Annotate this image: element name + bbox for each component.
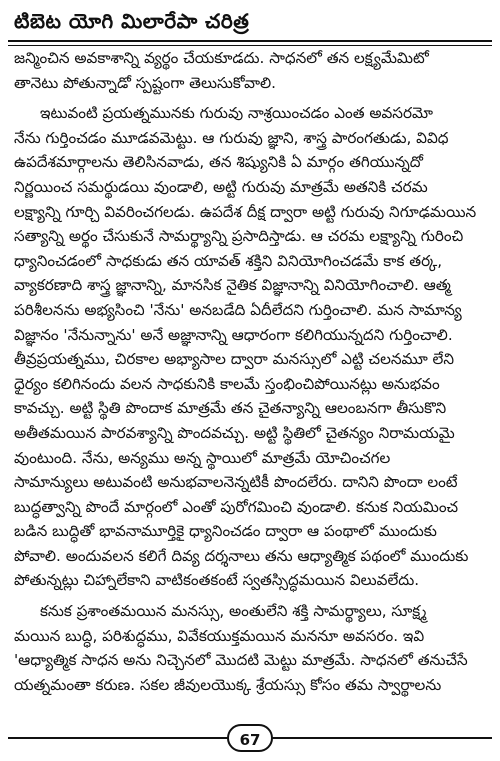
paragraph (14, 46, 488, 95)
text-line: వుంటుంది. నేను, అన్యము అన్న స్థాయిలో మాత్రమే యోచించగల (14, 448, 391, 467)
text-line: బడిన బుద్ధితో భావనామూర్తికై ధ్యానించడం ద్వారా ఆ పంథాలో ముందుకు (14, 522, 437, 541)
page-number: 67 (227, 724, 273, 752)
text-line: ధైర్యం కలిగినందు వలన సాధకునికి కాలమే స్తంభించిపోయినట్లు అనుభవం (14, 374, 440, 393)
text-line: 'ఆధ్యాత్మిక సాధన అను నిచ్చెనలో మొదటి మెట్టు మాత్రమే. సాధనలో తనుచేసే (14, 651, 468, 670)
text-line: అతీతమయిన పారవశ్యాన్ని పొందవచ్చు. అట్టి స్థితిలో చైతన్యం నిరామయమై (14, 423, 455, 442)
text-line: వ్యాకరణాది శాస్త్ర జ్ఞానాన్ని, మానసిక నైతిక విజ్ఞానాన్ని వినియోగించాలి. ఆత్మ (14, 276, 451, 295)
text-line: ఇటువంటి ప్రయత్నమునకు గురువు నాశ్రయించడం ఎంత అవసరమో (40, 104, 433, 123)
book-title: టిబెట యోగి మిలారేపా చరిత్ర (14, 9, 250, 33)
text-line: మయిన బుద్ధి, పరిశుద్ధము, వివేకయుక్తమయిన మననూ అవసరం. ఇవి (14, 626, 425, 645)
text-line: యత్నమంతా కరుణ. సకల జీవులయొక్క శ్రేయస్సు కోసం తమ స్వార్థాలను (14, 675, 442, 694)
paragraph (14, 599, 488, 697)
text-line: బుద్ధత్వాన్ని పొందే మార్గంలో ఎంతో పురోగమించి వుండాలి. కనుక నియమించ (14, 497, 459, 516)
page-footer (8, 724, 492, 754)
text-line: సామాన్యులు అటువంటి అనుభవాలనెన్నటికీ పొందలేరు. దానిని పొందా లంటే (14, 473, 458, 492)
text-line: విజ్ఞానం 'నేనున్నాను' అనే అజ్ఞానాన్ని ఆధారంగా కలిగియున్నదని గుర్తించాలి. (14, 325, 453, 344)
text-line: ఉపదేశమార్గాలను తెలిసినవాడు, తన శిష్యునికి ఏ మార్గం తగియున్నదో (14, 153, 423, 172)
text-line: పోవాలి. అందువలన కలిగే దివ్య దర్శనాలు తను ఆధ్యాత్మిక పథంలో ముందుకు (14, 546, 469, 565)
text-line: పోతున్నట్లు చిహ్నాలేకాని వాటికంతకంటే స్వతస్సిద్ధమయిన విలువలేదు. (14, 571, 420, 590)
text-line: తీవ్రప్రయత్నము, చిరకాల అభ్యాసాల ద్వారా మనస్సులో ఎట్టి చలనమూ లేని (14, 350, 454, 369)
text-line: నిర్ణయించ సమర్థుడయి వుండాలి, అట్టి గురువు మాత్రమే అతనికి చరమ (14, 177, 428, 196)
text-line: సత్యాన్ని అర్థం చేసుకునే సామర్థ్యాన్ని ప్రసాదిస్తాడు. ఆ చరమ లక్ష్యాన్ని గురించి (14, 227, 464, 246)
text-line: జన్మించిన అవకాశాన్ని వ్యర్థం చేయకూడదు. సాధనలో తన లక్ష్యమేమిటో (14, 49, 429, 67)
text-line: లక్ష్యాన్ని గూర్చి వివరించగలడు. ఉపదేశ దీక్ష ద్వారా అట్టి గురువు నిగూఢమయిన (14, 202, 477, 221)
text-line: ధ్యానించడంలో సాధకుడు తన యావత్ శక్తిని వినియోగించడమే కాక తర్క, (14, 251, 443, 270)
text-line: కావచ్చు. అట్టి స్థితి పొందాక మాత్రమే తన చైతన్యాన్ని ఆలంబనగా తీసుకొని (14, 399, 447, 418)
text-line: కనుక ప్రశాంతమయిన మనస్సు, అంతులేని శక్తి సామర్థ్యాలు, సూక్ష్మ (40, 602, 427, 621)
body-text (14, 46, 488, 706)
running-header (8, 6, 492, 42)
text-line: తానెటు పోతున్నాడో స్పష్టంగా తెలుసుకోవాలి. (14, 73, 276, 92)
paragraph (14, 101, 488, 593)
text-line: పరిశీలనను అభ్యసించి 'నేను' అనబడేది ఏదీలేదని గుర్తించాలి. మన సామాన్య (14, 300, 462, 319)
text-line: నేను గుర్తించడం మూడవమెట్టు. ఆ గురువు జ్ఞాని, శాస్త్ర పారంగతుడు, వివిధ (14, 128, 449, 147)
